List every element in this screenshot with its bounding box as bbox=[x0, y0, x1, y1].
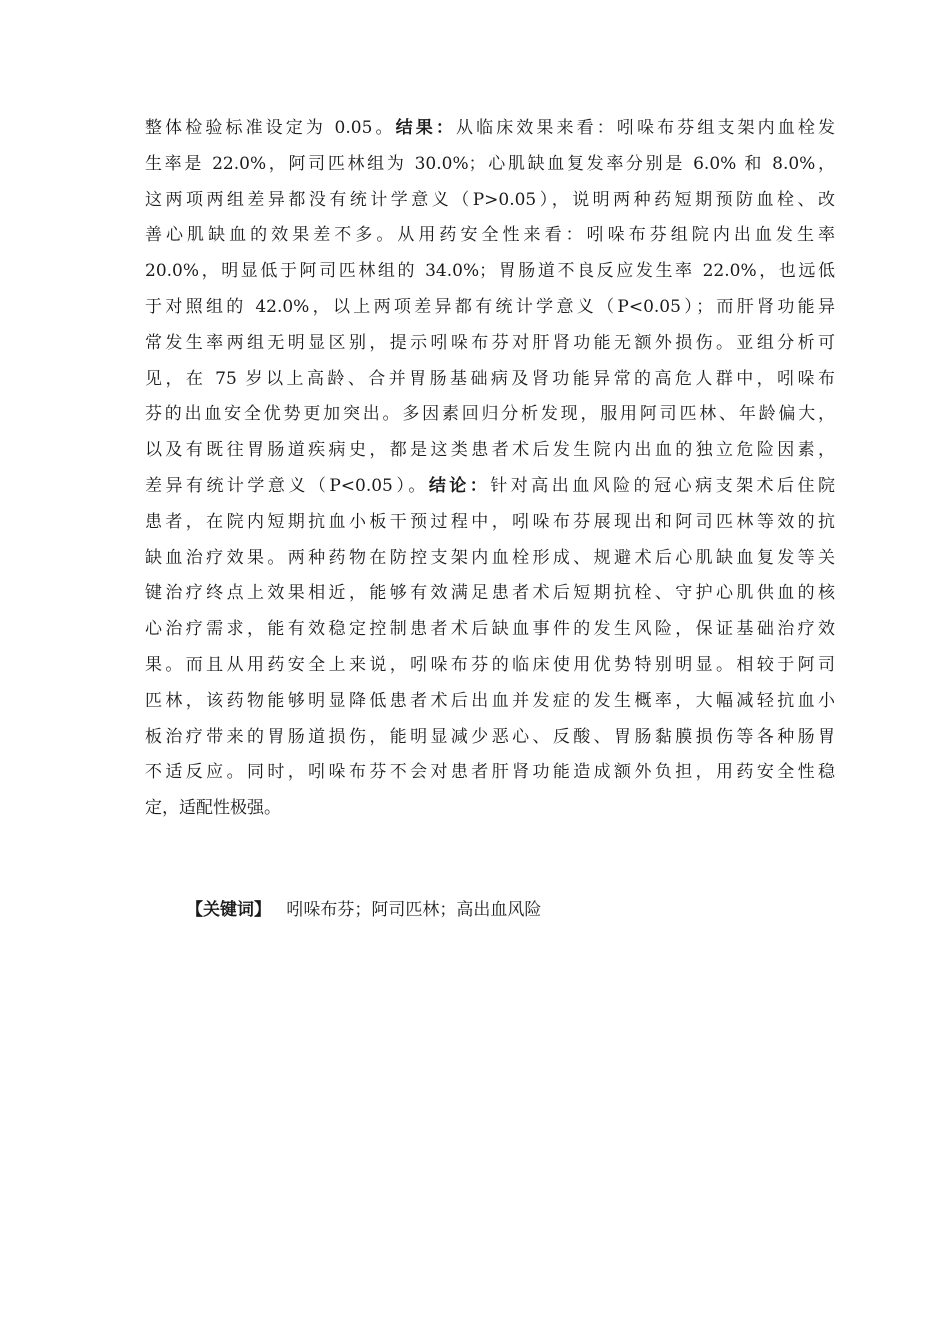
abstract-line bbox=[145, 433, 835, 469]
abstract-text: 匹林，该药物能够明显降低患者术后出血并发症的发生概率，大幅减轻抗血小 bbox=[145, 690, 835, 711]
abstract-line-content bbox=[145, 190, 835, 210]
abstract-line bbox=[145, 254, 835, 290]
abstract-line bbox=[145, 183, 835, 219]
abstract-line-content bbox=[145, 369, 835, 389]
abstract-paragraph bbox=[145, 111, 835, 827]
section-label: 结论： bbox=[428, 475, 491, 496]
abstract-line-content bbox=[145, 225, 835, 245]
abstract-line bbox=[145, 648, 835, 684]
abstract-line bbox=[145, 469, 835, 505]
abstract-text: 不适反应。同时，吲哚布芬不会对患者肝肾功能造成额外负担，用药安全性稳 bbox=[145, 762, 835, 783]
abstract-text: 板治疗带来的胃肠道损伤，能明显减少恶心、反酸、胃肠黏膜损伤等各种肠胃 bbox=[145, 726, 835, 747]
abstract-line bbox=[145, 541, 835, 577]
keywords-label: 【关键词】 bbox=[186, 900, 271, 920]
abstract-line bbox=[145, 218, 835, 254]
abstract-line-content bbox=[145, 261, 835, 281]
abstract-line-content bbox=[145, 404, 835, 424]
abstract-text: 从临床效果来看：吲哚布芬组支架内血栓发 bbox=[455, 118, 836, 138]
abstract-line-content bbox=[145, 583, 835, 603]
abstract-line bbox=[145, 326, 835, 362]
abstract-line bbox=[145, 147, 835, 183]
abstract-line bbox=[145, 612, 835, 648]
abstract-line bbox=[145, 397, 835, 433]
abstract-line bbox=[145, 684, 835, 720]
abstract-text: 常发生率两组无明显区别，提示吲哚布芬对肝肾功能无额外损伤。亚组分析可 bbox=[145, 332, 835, 353]
abstract-line bbox=[145, 720, 835, 756]
keywords-value: 吲哚布芬；阿司匹林；高出血风险 bbox=[286, 900, 542, 920]
abstract-line-content bbox=[145, 297, 835, 317]
abstract-text: 整体检验标准设定为 0.05。 bbox=[145, 118, 396, 138]
abstract-text: 果。而且从用药安全上来说，吲哚布芬的临床使用优势特别明显。相较于阿司 bbox=[145, 654, 835, 675]
abstract-line-content bbox=[145, 619, 835, 639]
abstract-line-content bbox=[145, 798, 281, 818]
abstract-text: 定，适配性极强。 bbox=[145, 798, 281, 819]
section-label: 结果： bbox=[395, 118, 456, 138]
abstract-text: 差异有统计学意义（P<0.05）。 bbox=[145, 475, 429, 496]
abstract-line-content bbox=[145, 333, 835, 353]
abstract-text: 患者，在院内短期抗血小板干预过程中，吲哚布芬展现出和阿司匹林等效的抗 bbox=[145, 511, 835, 532]
abstract-line bbox=[145, 576, 835, 612]
keywords-line bbox=[186, 892, 541, 928]
abstract-line-content bbox=[145, 727, 835, 747]
abstract-line bbox=[145, 791, 835, 827]
abstract-text: 生率是 22.0%，阿司匹林组为 30.0%；心肌缺血复发率分别是 6.0% 和 8.0%， bbox=[145, 153, 835, 174]
abstract-text: 20.0%，明显低于阿司匹林组的 34.0%；胃肠道不良反应发生率 22.0%，也远低 bbox=[145, 261, 835, 282]
abstract-line-content bbox=[145, 762, 835, 782]
abstract-text: 针对高出血风险的冠心病支架术后住院 bbox=[490, 475, 835, 496]
abstract-line bbox=[145, 505, 835, 541]
abstract-text: 心治疗需求，能有效稳定控制患者术后缺血事件的发生风险，保证基础治疗效 bbox=[145, 619, 835, 640]
abstract-line-content bbox=[145, 655, 835, 675]
abstract-line-content bbox=[145, 154, 835, 174]
abstract-line-content bbox=[145, 512, 835, 532]
abstract-line-content bbox=[145, 691, 835, 711]
abstract-line-content bbox=[145, 476, 835, 496]
abstract-line-content bbox=[145, 118, 835, 138]
abstract-text: 于对照组的 42.0%，以上两项差异都有统计学意义（P<0.05）；而肝肾功能异 bbox=[145, 296, 835, 317]
abstract-text: 键治疗终点上效果相近，能够有效满足患者术后短期抗栓、守护心肌供血的核 bbox=[145, 583, 835, 604]
abstract-text: 芬的出血安全优势更加突出。多因素回归分析发现，服用阿司匹林、年龄偏大， bbox=[145, 404, 835, 425]
abstract-text: 这两项两组差异都没有统计学意义（P>0.05），说明两种药短期预防血栓、改 bbox=[145, 189, 835, 210]
abstract-text: 缺血治疗效果。两种药物在防控支架内血栓形成、规避术后心肌缺血复发等关 bbox=[145, 547, 835, 568]
abstract-line bbox=[145, 362, 835, 398]
abstract-line bbox=[145, 111, 835, 147]
abstract-line-content bbox=[145, 440, 835, 460]
abstract-line bbox=[145, 755, 835, 791]
abstract-text: 以及有既往胃肠道疾病史，都是这类患者术后发生院内出血的独立危险因素， bbox=[145, 440, 835, 461]
abstract-text: 见，在 75 岁以上高龄、合并胃肠基础病及肾功能异常的高危人群中，吲哚布 bbox=[145, 368, 835, 389]
abstract-line-content bbox=[145, 548, 835, 568]
abstract-line bbox=[145, 290, 835, 326]
abstract-text: 善心肌缺血的效果差不多。从用药安全性来看：吲哚布芬组院内出血发生率 bbox=[145, 225, 835, 246]
